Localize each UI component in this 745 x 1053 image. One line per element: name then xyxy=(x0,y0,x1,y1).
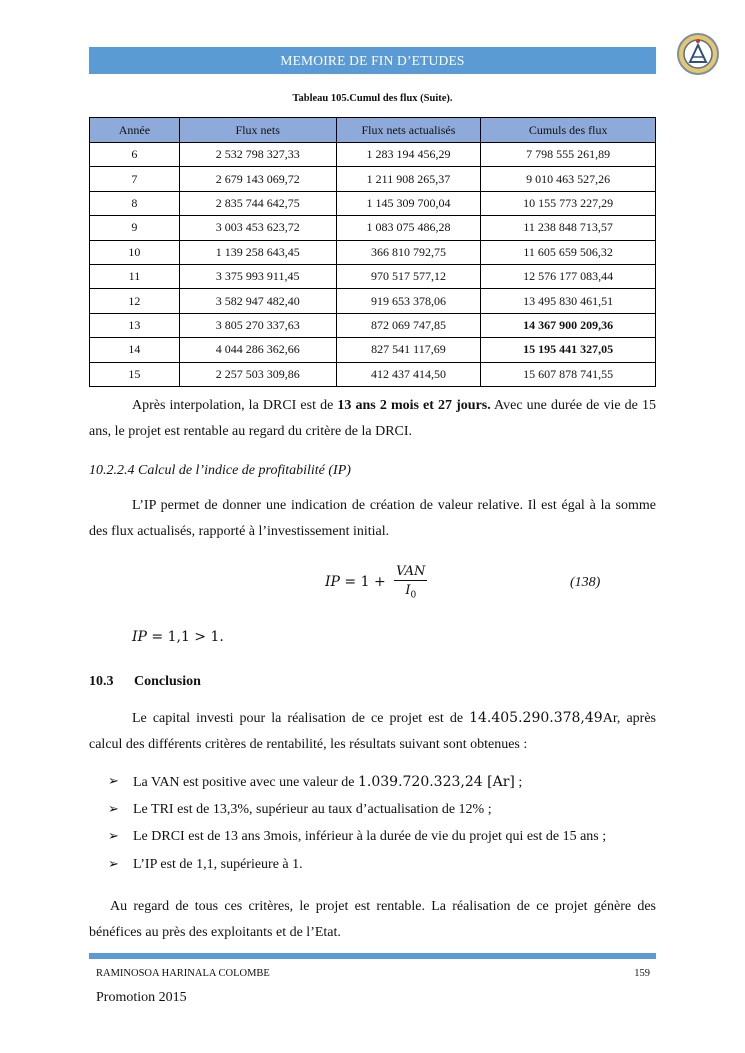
cell-discounted-flow: 970 517 577,12 xyxy=(336,264,481,288)
footer-promotion: Promotion 2015 xyxy=(96,990,187,1005)
table-row xyxy=(90,362,656,386)
drci-text-after: Avec une durée de vie de 15 ans, le projet est rentable au regard du critère de la DRCI. xyxy=(89,398,656,439)
cell-discounted-flow: 1 211 908 265,37 xyxy=(336,167,481,191)
column-header: Cumuls des flux xyxy=(481,118,656,143)
cell-year: 9 xyxy=(90,216,180,240)
arrow-bullet-icon: ➢ xyxy=(108,856,119,872)
list-item xyxy=(108,827,606,855)
cell-discounted-flow: 919 653 378,06 xyxy=(336,289,481,313)
cell-discounted-flow: 412 437 414,50 xyxy=(336,362,481,386)
cell-cumulative: 13 495 830 461,51 xyxy=(481,289,656,313)
cell-net-flow: 3 375 993 911,45 xyxy=(179,264,336,288)
formula-lhs: IP xyxy=(325,574,340,591)
bullet-math: 1.039.720.323,24 [Ar] xyxy=(357,774,515,790)
page-footer-band xyxy=(89,953,656,959)
cell-discounted-flow: 827 541 117,69 xyxy=(336,338,481,362)
invested-capital-value: 14.405.290.378,49 xyxy=(469,710,603,726)
cell-cumulative: 11 605 659 506,32 xyxy=(481,240,656,264)
bullet-text: Le DRCI est de 13 ans 3mois, inférieur à la durée de vie du projet qui est de 15 ans ; xyxy=(133,829,607,844)
cell-cumulative: 9 010 463 527,26 xyxy=(481,167,656,191)
cell-cumulative-highlight: 15 195 441 327,05 xyxy=(481,338,656,362)
intro-after: Ar, après calcul des différents critères de rentabilité, les résultats suivant sont obtenues : xyxy=(89,711,657,752)
ip-result-lhs: IP xyxy=(132,629,147,645)
equation-number: (138) xyxy=(570,575,601,590)
drci-text-before: Après interpolation, la DRCI est de xyxy=(132,398,338,413)
cell-cumulative: 12 576 177 083,44 xyxy=(481,264,656,288)
list-item xyxy=(108,800,606,828)
cell-net-flow: 2 532 798 327,33 xyxy=(179,143,336,167)
arrow-bullet-icon: ➢ xyxy=(108,801,119,817)
cell-year: 14 xyxy=(90,338,180,362)
cell-net-flow: 2 257 503 309,86 xyxy=(179,362,336,386)
header-title: MEMOIRE DE FIN D’ETUDES xyxy=(280,53,465,68)
intro-before: Le capital investi pour la réalisation de ce projet est de xyxy=(132,711,470,726)
table-row xyxy=(90,338,656,362)
cell-cumulative: 7 798 555 261,89 xyxy=(481,143,656,167)
arrow-bullet-icon: ➢ xyxy=(108,774,119,789)
table-row xyxy=(90,289,656,313)
cell-discounted-flow: 872 069 747,85 xyxy=(336,313,481,337)
table-caption: Tableau 105.Cumul des flux (Suite). xyxy=(292,93,453,104)
conclusion-closing: Au regard de tous ces critères, le projet est rentable. La réalisation de ce projet génère des bénéfices au près des exploitants et de l’Etat. xyxy=(89,899,656,940)
cell-net-flow: 4 044 286 362,66 xyxy=(179,338,336,362)
table-row xyxy=(90,167,656,191)
cell-year: 15 xyxy=(90,362,180,386)
formula-den-var: I xyxy=(405,583,411,598)
conclusion-number: 10.3 xyxy=(89,674,114,689)
list-item xyxy=(108,772,606,800)
conclusion-title: Conclusion xyxy=(134,674,201,689)
cell-net-flow: 3 805 270 337,63 xyxy=(179,313,336,337)
school-logo xyxy=(676,32,720,76)
criteria-list xyxy=(108,772,606,882)
page-number: 159 xyxy=(634,968,650,979)
ip-formula xyxy=(325,564,427,601)
drci-value: 13 ans 2 mois et 27 jours. xyxy=(337,398,491,413)
column-header: Flux nets actualisés xyxy=(336,118,481,143)
cell-net-flow: 1 139 258 643,45 xyxy=(179,240,336,264)
list-item xyxy=(108,855,606,883)
cell-cumulative-highlight: 14 367 900 209,36 xyxy=(481,313,656,337)
cell-cumulative: 10 155 773 227,29 xyxy=(481,191,656,215)
table-row xyxy=(90,216,656,240)
page-header-band xyxy=(89,47,656,74)
cell-net-flow: 2 835 744 642,75 xyxy=(179,191,336,215)
cell-discounted-flow: 1 083 075 486,28 xyxy=(336,216,481,240)
cell-year: 11 xyxy=(90,264,180,288)
bullet-text: L’IP est de 1,1, supérieure à 1. xyxy=(133,856,303,872)
cell-year: 7 xyxy=(90,167,180,191)
drci-paragraph xyxy=(89,393,656,445)
cell-net-flow: 3 582 947 482,40 xyxy=(179,289,336,313)
cell-year: 13 xyxy=(90,313,180,337)
table-header-row xyxy=(90,118,656,143)
formula-fraction xyxy=(394,564,427,601)
table-row xyxy=(90,264,656,288)
formula-mid: = 1 + xyxy=(339,574,391,591)
formula-den-sub: 0 xyxy=(410,590,417,601)
cell-discounted-flow: 1 283 194 456,29 xyxy=(336,143,481,167)
ip-paragraph: L’IP permet de donner une indication de création de valeur relative. Il est égal à la somme des flux actualisés, rapporté à l’investissement initial. xyxy=(89,498,656,539)
column-header: Année xyxy=(90,118,180,143)
bullet-text: La VAN est positive avec une valeur de xyxy=(133,775,358,790)
footer-author: RAMINOSOA HARINALA COLOMBE xyxy=(96,968,270,979)
bullet-text-after: ; xyxy=(514,775,523,790)
bullet-text: Le TRI est de 13,3%, supérieur au taux d’actualisation de 12% ; xyxy=(133,801,492,817)
cell-net-flow: 3 003 453 623,72 xyxy=(179,216,336,240)
table-row xyxy=(90,240,656,264)
cell-cumulative: 11 238 848 713,57 xyxy=(481,216,656,240)
cell-year: 12 xyxy=(90,289,180,313)
ip-result-rhs: = 1,1 > 1. xyxy=(146,629,224,645)
cell-year: 10 xyxy=(90,240,180,264)
table-row xyxy=(90,191,656,215)
table-row xyxy=(90,143,656,167)
cell-year: 8 xyxy=(90,191,180,215)
conclusion-heading xyxy=(89,674,201,690)
column-header: Flux nets xyxy=(179,118,336,143)
formula-denominator xyxy=(405,581,416,601)
conclusion-intro xyxy=(89,705,656,758)
table-row xyxy=(90,313,656,337)
cash-flow-table xyxy=(89,117,656,387)
cell-cumulative: 15 607 878 741,55 xyxy=(481,362,656,386)
cell-year: 6 xyxy=(90,143,180,167)
formula-numerator: VAN xyxy=(396,564,426,579)
arrow-bullet-icon: ➢ xyxy=(108,829,119,844)
cell-net-flow: 2 679 143 069,72 xyxy=(179,167,336,191)
ip-result xyxy=(132,629,224,646)
cell-discounted-flow: 366 810 792,75 xyxy=(336,240,481,264)
cell-discounted-flow: 1 145 309 700,04 xyxy=(336,191,481,215)
ip-section-heading: 10.2.2.4 Calcul de l’indice de profitabilité (IP) xyxy=(89,463,351,478)
